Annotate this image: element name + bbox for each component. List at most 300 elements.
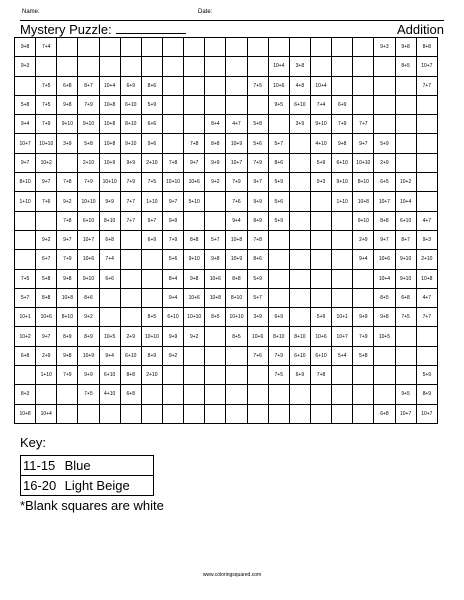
grid-cell (289, 404, 310, 423)
grid-cell (120, 57, 141, 76)
grid-cell (162, 57, 183, 76)
grid-cell (226, 76, 247, 95)
grid-cell (205, 404, 226, 423)
grid-cell: 9+10 (184, 250, 205, 269)
grid-cell: 7+6 (226, 192, 247, 211)
grid-cell (268, 38, 289, 57)
grid-cell (353, 76, 374, 95)
grid-cell: 7+9 (268, 346, 289, 365)
grid-cell: 8+8 (416, 38, 437, 57)
grid-cell (247, 366, 268, 385)
grid-cell (289, 38, 310, 57)
grid-cell (310, 230, 331, 249)
grid-cell (184, 38, 205, 57)
grid-cell: 9+7 (15, 153, 36, 172)
grid-cell: 9+9 (120, 153, 141, 172)
grid-cell (162, 385, 183, 404)
grid-cell (310, 385, 331, 404)
grid-cell (162, 404, 183, 423)
grid-cell: 5+9 (141, 95, 162, 114)
grid-cell: 9+2 (162, 346, 183, 365)
grid-cell (289, 269, 310, 288)
grid-cell (289, 250, 310, 269)
grid-cell: 2+9 (353, 230, 374, 249)
grid-cell: 10+8 (226, 230, 247, 249)
grid-cell (226, 57, 247, 76)
grid-cell: 7+9 (332, 115, 353, 134)
grid-cell: 9+8 (184, 269, 205, 288)
grid-cell: 9+10 (310, 115, 331, 134)
grid-cell: 5+8 (36, 269, 57, 288)
grid-cell: 8+6 (268, 153, 289, 172)
grid-cell: 9+8 (332, 134, 353, 153)
grid-cell: 5+9 (268, 173, 289, 192)
grid-cell (395, 115, 416, 134)
grid-cell: 7+9 (247, 153, 268, 172)
grid-cell: 7+7 (353, 115, 374, 134)
grid-cell: 9+8 (57, 95, 78, 114)
grid-cell (289, 134, 310, 153)
grid-cell: 8+5 (374, 288, 395, 307)
grid-cell: 9+7 (36, 327, 57, 346)
grid-cell: 9+8 (15, 38, 36, 57)
grid-cell (310, 211, 331, 230)
grid-cell (395, 76, 416, 95)
grid-cell: 7+5 (395, 308, 416, 327)
grid-cell (268, 385, 289, 404)
grid-cell (205, 38, 226, 57)
grid-cell (310, 404, 331, 423)
grid-cell (78, 57, 99, 76)
grid-cell: 7+5 (36, 76, 57, 95)
grid-cell (289, 288, 310, 307)
grid-cell: 9+3 (15, 57, 36, 76)
grid-cell (289, 173, 310, 192)
grid-cell: 9+8 (57, 269, 78, 288)
grid-cell: 10+6 (36, 308, 57, 327)
grid-cell (78, 38, 99, 57)
grid-cell: 7+5 (268, 366, 289, 385)
puzzle-title-text: Mystery Puzzle: (20, 22, 112, 37)
grid-cell (15, 211, 36, 230)
grid-cell (353, 404, 374, 423)
grid-cell: 6+10 (310, 346, 331, 365)
grid-cell: 5+7 (247, 288, 268, 307)
grid-cell: 9+10 (395, 269, 416, 288)
grid-cell (395, 327, 416, 346)
grid-cell: 6+9 (120, 76, 141, 95)
grid-cell: 9+8 (205, 250, 226, 269)
grid-cell (141, 288, 162, 307)
grid-cell: 5+9 (310, 153, 331, 172)
grid-cell: 4+8 (289, 76, 310, 95)
grid-cell: 5+6 (268, 192, 289, 211)
grid-cell: 2+9 (36, 346, 57, 365)
grid-cell: 8+10 (353, 173, 374, 192)
grid-cell: 10+7 (416, 404, 437, 423)
grid-cell: 7+9 (57, 366, 78, 385)
grid-cell: 9+9 (78, 366, 99, 385)
grid-row (15, 230, 438, 249)
grid-cell (395, 153, 416, 172)
grid-cell (353, 288, 374, 307)
grid-cell: 7+9 (36, 115, 57, 134)
grid-cell: 10+9 (78, 346, 99, 365)
key-row-1 (21, 456, 153, 476)
grid-cell: 9+2 (36, 230, 57, 249)
grid-cell: 10+8 (99, 95, 120, 114)
grid-cell: 10+2 (395, 173, 416, 192)
grid-cell (416, 192, 437, 211)
grid-cell: 7+8 (184, 134, 205, 153)
grid-cell: 9+9 (162, 211, 183, 230)
grid-cell: 8+8 (184, 230, 205, 249)
grid-cell (353, 366, 374, 385)
grid-cell (353, 385, 374, 404)
grid-cell (416, 327, 437, 346)
grid-cell (99, 38, 120, 57)
grid-row (15, 404, 438, 423)
grid-cell (184, 76, 205, 95)
grid-cell: 10+2 (15, 327, 36, 346)
puzzle-subtitle: Addition (397, 22, 444, 37)
grid-cell (332, 385, 353, 404)
key-color-2: Light Beige (64, 478, 130, 493)
grid-cell (353, 269, 374, 288)
grid-cell: 8+10 (99, 211, 120, 230)
grid-cell (395, 95, 416, 114)
grid-cell: 6+9 (289, 366, 310, 385)
grid-cell: 10+7 (15, 134, 36, 153)
grid-cell: 10+6 (268, 76, 289, 95)
grid-cell (162, 38, 183, 57)
puzzle-grid (14, 37, 438, 424)
grid-cell: 8+10 (289, 327, 310, 346)
grid-cell: 6+10 (99, 366, 120, 385)
grid-cell: 9+9 (162, 327, 183, 346)
grid-cell: 9+10 (395, 250, 416, 269)
grid-cell: 10+10 (78, 192, 99, 211)
grid-cell: 6+10 (332, 153, 353, 172)
grid-cell (162, 134, 183, 153)
grid-cell (57, 153, 78, 172)
grid-cell: 4+7 (416, 288, 437, 307)
grid-cell: 10+5 (374, 327, 395, 346)
grid-cell: 9+8 (57, 346, 78, 365)
grid-cell: 6+8 (395, 288, 416, 307)
grid-cell: 2+10 (141, 366, 162, 385)
grid-cell: 9+3 (416, 230, 437, 249)
grid-cell: 10+6 (78, 250, 99, 269)
grid-cell: 6+8 (57, 76, 78, 95)
grid-cell (353, 57, 374, 76)
grid-cell (205, 346, 226, 365)
grid-cell (395, 366, 416, 385)
grid-cell: 9+10 (78, 115, 99, 134)
grid-cell (57, 385, 78, 404)
grid-cell: 5+6 (247, 134, 268, 153)
grid-cell (289, 211, 310, 230)
grid-cell: 7+9 (78, 95, 99, 114)
puzzle-title (20, 22, 186, 37)
grid-cell: 10+7 (374, 192, 395, 211)
grid-cell (120, 269, 141, 288)
grid-cell: 8+9 (57, 327, 78, 346)
grid-cell (205, 385, 226, 404)
grid-cell: 7+9 (226, 173, 247, 192)
grid-cell (289, 308, 310, 327)
key-color-1: Blue (64, 458, 91, 473)
grid-cell (120, 288, 141, 307)
grid-cell: 10+4 (268, 57, 289, 76)
grid-cell: 10+7 (332, 327, 353, 346)
date-label: Date: (198, 9, 213, 15)
grid-cell: 7+7 (120, 192, 141, 211)
key-label: Key: (20, 435, 47, 450)
grid-cell (310, 192, 331, 211)
grid-cell: 2+9 (120, 327, 141, 346)
grid-cell: 10+10 (184, 308, 205, 327)
grid-cell: 7+8 (310, 366, 331, 385)
grid-row (15, 346, 438, 365)
grid-cell (310, 38, 331, 57)
grid-cell: 9+7 (374, 230, 395, 249)
grid-cell (395, 134, 416, 153)
grid-cell: 7+5 (247, 76, 268, 95)
grid-cell: 5+10 (184, 192, 205, 211)
grid-cell: 3+9 (57, 134, 78, 153)
grid-cell (416, 153, 437, 172)
grid-cell (184, 95, 205, 114)
grid-cell (310, 288, 331, 307)
grid-cell (57, 38, 78, 57)
grid-cell (99, 57, 120, 76)
grid-cell: 6+9 (332, 95, 353, 114)
grid-row (15, 95, 438, 114)
grid-cell: 1+10 (141, 192, 162, 211)
grid-cell (374, 95, 395, 114)
name-label: Name: (22, 9, 40, 15)
grid-cell: 6+8 (15, 346, 36, 365)
grid-cell (15, 250, 36, 269)
grid-cell (374, 366, 395, 385)
grid-cell: 8+10 (268, 327, 289, 346)
grid-cell: 10+6 (247, 327, 268, 346)
grid-cell: 10+5 (99, 327, 120, 346)
grid-cell: 5+4 (332, 346, 353, 365)
grid-cell: 9+9 (205, 153, 226, 172)
grid-cell (184, 211, 205, 230)
grid-cell: 8+5 (226, 327, 247, 346)
grid-cell (205, 76, 226, 95)
grid-cell (289, 385, 310, 404)
grid-cell (36, 57, 57, 76)
grid-row (15, 76, 438, 95)
grid-cell: 7+8 (162, 153, 183, 172)
grid-cell: 7+5 (141, 173, 162, 192)
grid-cell: 9+7 (247, 173, 268, 192)
grid-cell (120, 230, 141, 249)
grid-cell: 7+9 (162, 230, 183, 249)
grid-cell: 3+8 (289, 57, 310, 76)
grid-cell: 9+10 (353, 211, 374, 230)
grid-cell (120, 250, 141, 269)
grid-cell (205, 211, 226, 230)
grid-cell: 9+10 (57, 115, 78, 134)
key-box (20, 455, 154, 496)
grid-cell (289, 230, 310, 249)
grid-cell (141, 38, 162, 57)
grid-row (15, 269, 438, 288)
grid-cell: 8+8 (226, 269, 247, 288)
grid-row (15, 115, 438, 134)
grid-cell (226, 95, 247, 114)
grid-cell: 2+9 (374, 153, 395, 172)
header-rule (20, 20, 444, 21)
grid-row (15, 57, 438, 76)
grid-cell: 5+8 (353, 346, 374, 365)
grid-cell: 7+4 (36, 38, 57, 57)
grid-cell: 9+7 (184, 153, 205, 172)
grid-row (15, 173, 438, 192)
grid-cell (289, 192, 310, 211)
grid-cell (205, 366, 226, 385)
grid-cell: 10+4 (36, 404, 57, 423)
grid-cell: 10+8 (99, 115, 120, 134)
grid-cell: 10+6 (310, 327, 331, 346)
header-line (20, 9, 444, 19)
grid-cell (15, 230, 36, 249)
grid-cell (268, 115, 289, 134)
grid-cell: 7+9 (353, 327, 374, 346)
grid-cell (353, 95, 374, 114)
grid-cell (310, 269, 331, 288)
grid-cell (141, 57, 162, 76)
grid-cell (268, 269, 289, 288)
grid-cell (205, 192, 226, 211)
grid-cell (162, 95, 183, 114)
grid-cell (247, 38, 268, 57)
grid-cell (374, 385, 395, 404)
grid-cell: 3+9 (289, 115, 310, 134)
grid-cell: 8+9 (141, 346, 162, 365)
grid-cell: 9+5 (268, 95, 289, 114)
grid-cell (247, 57, 268, 76)
grid-cell: 10+8 (353, 192, 374, 211)
grid-cell (374, 346, 395, 365)
grid-cell: 8+4 (162, 269, 183, 288)
grid-cell (416, 115, 437, 134)
grid-cell: 9+8 (374, 308, 395, 327)
grid-cell: 8+6 (141, 76, 162, 95)
grid-cell (268, 250, 289, 269)
grid-cell (15, 76, 36, 95)
grid-cell (310, 250, 331, 269)
grid-cell (120, 404, 141, 423)
grid-cell (162, 366, 183, 385)
grid-cell: 9+9 (99, 192, 120, 211)
grid-cell (141, 269, 162, 288)
grid-cell: 8+10 (226, 288, 247, 307)
grid-cell: 7+5 (78, 385, 99, 404)
grid-row (15, 308, 438, 327)
grid-cell: 7+6 (36, 192, 57, 211)
grid-cell (184, 404, 205, 423)
grid-cell: 5+8 (78, 134, 99, 153)
grid-cell: 10+6 (205, 269, 226, 288)
grid-cell: 8+5 (395, 57, 416, 76)
grid-cell (184, 366, 205, 385)
key-range-1: 11-15 (23, 458, 56, 473)
grid-cell (36, 211, 57, 230)
grid-cell: 10+9 (226, 250, 247, 269)
grid-cell (141, 404, 162, 423)
grid-cell: 6+10 (120, 346, 141, 365)
grid-cell (353, 38, 374, 57)
grid-cell: 10+4 (99, 76, 120, 95)
grid-cell: 9+8 (395, 38, 416, 57)
grid-cell: 9+7 (141, 211, 162, 230)
grid-cell: 6+6 (99, 269, 120, 288)
grid-cell: 7+4 (99, 250, 120, 269)
grid-cell (36, 385, 57, 404)
grid-cell: 4+7 (416, 211, 437, 230)
grid-cell: 5+6 (162, 250, 183, 269)
grid-cell: 10+8 (99, 134, 120, 153)
grid-cell (15, 366, 36, 385)
grid-cell (184, 57, 205, 76)
grid-cell (184, 346, 205, 365)
grid-cell: 2+10 (141, 153, 162, 172)
key-range-2: 16-20 (23, 478, 57, 493)
grid-cell: 9+2 (57, 192, 78, 211)
grid-cell: 9+9 (247, 192, 268, 211)
grid-cell: 8+9 (247, 211, 268, 230)
grid-cell: 8+6 (247, 250, 268, 269)
grid-cell: 8+9 (416, 385, 437, 404)
grid-cell (247, 385, 268, 404)
grid-cell (99, 288, 120, 307)
grid-cell: 8+10 (15, 173, 36, 192)
grid-cell: 10+4 (395, 192, 416, 211)
grid-cell: 7+8 (57, 211, 78, 230)
grid-cell: 10+7 (395, 404, 416, 423)
grid-cell (374, 57, 395, 76)
grid-cell: 10+7 (78, 230, 99, 249)
grid-cell: 6+7 (36, 250, 57, 269)
grid-cell (416, 346, 437, 365)
grid-cell: 5+9 (416, 366, 437, 385)
grid-cell: 5+8 (247, 115, 268, 134)
grid-cell (141, 385, 162, 404)
grid-cell: 6+10 (162, 308, 183, 327)
grid-cell: 8+5 (205, 308, 226, 327)
grid-cell (332, 288, 353, 307)
grid-cell (332, 211, 353, 230)
grid-cell (226, 38, 247, 57)
grid-cell: 10+9 (226, 134, 247, 153)
grid-cell: 8+5 (141, 308, 162, 327)
grid-cell: 8+8 (374, 211, 395, 230)
grid-cell (332, 57, 353, 76)
grid-cell: 9+3 (310, 173, 331, 192)
grid-cell: 9+7 (162, 192, 183, 211)
grid-cell: 10+8 (57, 288, 78, 307)
grid-cell: 10+6 (184, 173, 205, 192)
grid-cell (78, 404, 99, 423)
grid-cell (332, 38, 353, 57)
grid-cell (120, 38, 141, 57)
